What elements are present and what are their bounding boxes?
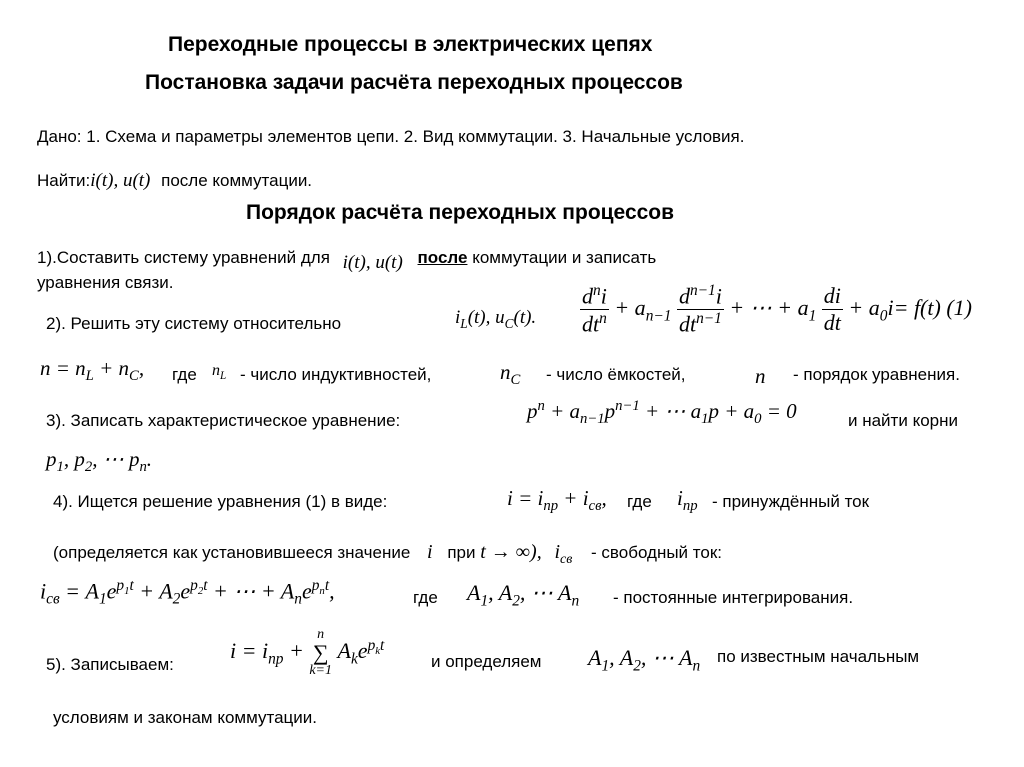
solution-form: $i = i_{пр} + i_{св}$,: [507, 486, 607, 515]
n-formula: $n = n_L + n_C$,: [40, 356, 145, 385]
i-symbol: i: [427, 541, 433, 563]
step3-find: и найти корни: [848, 411, 958, 430]
page-subtitle: Постановка задачи расчёта переходных процессов: [145, 71, 683, 94]
n-inductance-text: - число индуктивностей,: [240, 365, 432, 384]
step4-text: 4). Ищется решение уравнения (1) в виде:: [53, 492, 388, 511]
i-free-symbol: $i_{св}$: [554, 541, 573, 567]
diff-equation-tail: i: [887, 294, 894, 320]
char-equation: $p^n + a_{n-1}p^{n-1}$ + ⋯ $a_1p + a_0 = 0$: [527, 398, 797, 428]
final-consts: $A_1$, $A_2$, ⋯ $A_n$: [588, 645, 701, 675]
free-current-formula: $i_{св} = A_1e^{p_1t} + A_2e^{p_2t}$ + ⋯ + $A_ne^{p_nt}$,: [40, 577, 335, 608]
find-line: [37, 170, 312, 192]
step5-text: 5). Записываем:: [46, 655, 174, 674]
n-order-text: - порядок уравнения.: [793, 365, 960, 384]
final-solution: $i = i_{пр}$ + n ∑ k=1 $A_ke^{p_kt}$: [230, 627, 385, 678]
step4-forced: - принуждённый ток: [712, 492, 870, 511]
section-title: Порядок расчёта переходных процессов: [246, 201, 675, 224]
given-text: Дано: 1. Схема и параметры элементов цепи. 2. Вид коммутации. 3. Начальные условия.: [37, 127, 745, 146]
n-l-symbol: $n_L$: [212, 362, 227, 383]
step1-line2: уравнения связи.: [37, 273, 174, 292]
step2-text: 2). Решить эту систему относительно: [46, 314, 342, 333]
n-c-symbol: $n_C$: [500, 360, 521, 389]
page-title: Переходные процессы в электрических цепях: [168, 33, 653, 56]
n-capacitance-text: - число ёмкостей,: [546, 365, 686, 384]
diff-equation: $\frac{d^ni}{dt^n}$ + $a_{n-1}$ $\frac{d^{n-1}i}{dt^{n-1}}$ + ⋯ + $a_1$ $\frac{di}{dt}$ + $a_0i= f(t)$ (1): [582, 282, 972, 337]
step4-at: при: [447, 543, 476, 562]
step1-text-a: 1).Составить систему уравнений для: [37, 248, 330, 267]
step4-free: - свободный ток:: [591, 543, 722, 562]
step1-underlined: после: [417, 248, 468, 267]
step5-determine: и определяем: [431, 652, 542, 671]
step4-b: (определяется как установившееся значение: [53, 543, 411, 562]
diff-equation-rhs: = f(t) (1): [893, 294, 972, 320]
step3-text: 3). Записать характеристическое уравнение:: [46, 411, 401, 430]
step2-vars: $i_L(t)$, $u_C(t)$.: [455, 307, 537, 331]
roots: $p_1$, $p_2$, ⋯ $p_n$.: [46, 447, 153, 476]
find-after: после коммутации.: [161, 171, 313, 190]
i-forced-symbol: $i_{пр}$: [677, 486, 698, 515]
consts-symbols: $A_1$, $A_2$, ⋯ $A_n$: [467, 580, 580, 610]
step4-where: где: [627, 492, 652, 511]
n-where: где: [172, 365, 197, 384]
step4-line2: [53, 541, 722, 568]
t-to-inf: t → ∞),: [480, 541, 542, 563]
step1-text-b: коммутации и записать: [472, 248, 657, 267]
consts-where: где: [413, 588, 438, 607]
step5-known: по известным начальным: [717, 647, 920, 666]
consts-text: - постоянные интегрирования.: [613, 588, 854, 607]
step1-math: i(t), u(t): [342, 252, 403, 273]
step5-end: условиям и законам коммутации.: [53, 708, 317, 727]
find-label: Найти:: [37, 171, 91, 190]
find-math: i(t), u(t): [90, 170, 151, 191]
step1-line1: [37, 247, 657, 273]
n-symbol: n: [755, 364, 766, 388]
